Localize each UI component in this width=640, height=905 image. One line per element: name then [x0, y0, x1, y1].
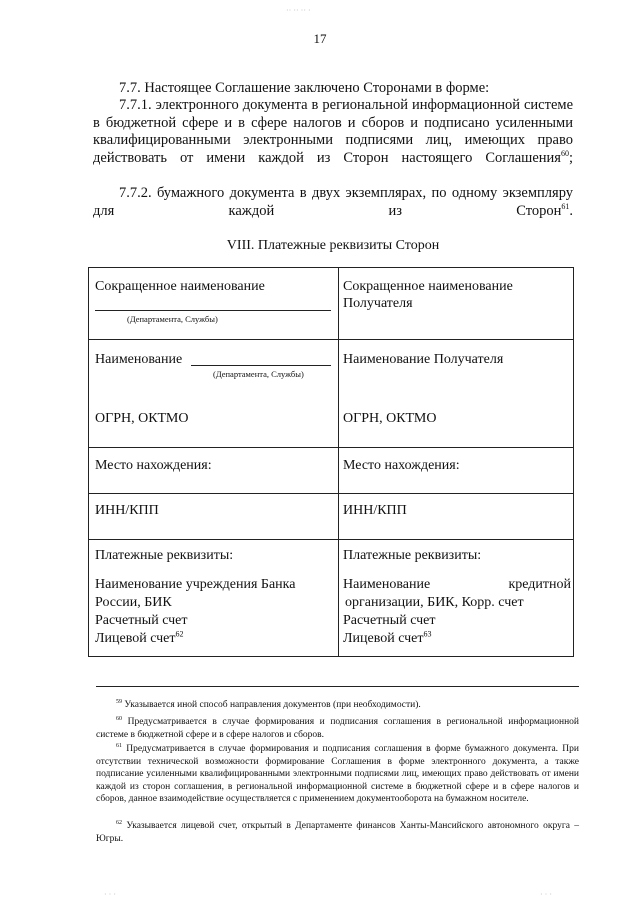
- page-number: 17: [313, 31, 327, 46]
- left-name-underline: [191, 365, 331, 366]
- footnote-61-text: Предусматривается в случае формирования и подписания соглашения в форме бумажного документа. При отсутствии технической возможности формирование Соглашения в форме электронного документа, а также подписание усиленными квалифицированными электронными подписями лиц, имеющих право действовать от имени каждой из сторон соглашения, в региональной информационной системе в бюджетной сфере и в сфере налогов и сборов, данное взаимодействие осуществляется с применением документооборота на бумажном носителе.: [96, 744, 579, 804]
- left-short-name-underline: [95, 310, 331, 311]
- footnote-ref-63: 63: [423, 629, 432, 639]
- footnote-59-mark: 59: [116, 698, 122, 705]
- footnote-62-mark: 62: [116, 819, 122, 826]
- right-short-name-line1: Сокращенное наименование: [343, 279, 513, 294]
- left-inn: ИНН/КПП: [95, 503, 159, 518]
- clause-7-7-1-text: [93, 97, 573, 167]
- left-account: Расчетный счет: [95, 613, 188, 628]
- right-name: Наименование Получателя: [343, 352, 504, 367]
- left-ogrn: ОГРН, ОКТМО: [95, 411, 189, 426]
- footnote-60-text: Предусматривается в случае формирования и подписания соглашения в региональной информационной системе в бюджетной сфере и в сфере налогов и сборов.: [96, 717, 579, 740]
- footnote-ref-62: 62: [175, 629, 184, 639]
- clause-7-7-2-body: 7.7.2. бумажного документа в двух экземплярах, по одному экземпляру для каждой из Сторон: [93, 185, 573, 219]
- left-location: Место нахождения:: [95, 458, 212, 473]
- right-personal-account-label: Лицевой счет: [343, 631, 424, 646]
- footnote-59-text: Указывается иной способ направления документов (при необходимости).: [124, 700, 421, 710]
- right-ogrn: ОГРН, ОКТМО: [343, 411, 437, 426]
- payment-details-table: [88, 267, 574, 657]
- scan-speck: · · ·: [540, 890, 552, 899]
- footnote-59: [96, 699, 579, 712]
- section-title: VIII. Платежные реквизиты Сторон: [226, 238, 440, 253]
- footnote-62-text: Указывается лицевой счет, открытый в Департаменте финансов Ханты-Мансийского автономного округа – Югры.: [96, 821, 580, 844]
- left-payment-label: Платежные реквизиты:: [95, 548, 234, 563]
- right-location: Место нахождения:: [343, 458, 460, 473]
- table-row-divider: [89, 447, 573, 448]
- clause-7-7-1-body: 7.7.1. электронного документа в региональной информационной системе в бюджетной сфере и в сфере налогов и сборов и подписано усиленными квалифицированными электронными подписями лиц, имеющих право действовать от имени каждой из Сторон настоящего Соглашения: [93, 97, 573, 166]
- right-inn: ИНН/КПП: [343, 503, 407, 518]
- footnote-60: [96, 716, 579, 741]
- right-credit-line1: Наименование кредитной: [343, 577, 571, 592]
- clause-7-7-2-end: .: [569, 202, 573, 219]
- footnote-ref-61: 61: [561, 201, 570, 211]
- clause-7-7-2: [93, 185, 573, 220]
- left-personal-account: [95, 630, 184, 648]
- clause-7-7-1-end: ;: [568, 149, 573, 166]
- scan-speck: · · ·: [104, 890, 116, 899]
- left-name-note: (Департамента, Службы): [213, 369, 304, 379]
- right-short-name-line2: Получателя: [343, 296, 413, 311]
- footnote-61: [96, 743, 579, 806]
- clause-7-7: [93, 80, 573, 98]
- table-column-divider: [338, 268, 339, 656]
- clause-7-7-text: 7.7. Настоящее Соглашение заключено Сторонами в форме:: [119, 80, 490, 96]
- left-personal-account-label: Лицевой счет: [95, 631, 176, 646]
- left-name-label: Наименование: [95, 352, 183, 367]
- clause-7-7-1: [93, 97, 573, 167]
- table-row-divider: [89, 539, 573, 540]
- table-row-divider: [89, 339, 573, 340]
- left-bank-line2: России, БИК: [95, 595, 172, 610]
- footnote-62: [96, 820, 579, 845]
- clause-7-7-2-text: [93, 185, 573, 220]
- footnote-60-mark: 60: [116, 715, 122, 722]
- footnote-ref-60: 60: [560, 148, 569, 158]
- right-account: Расчетный счет: [343, 613, 436, 628]
- right-credit-line2: организации, БИК, Корр. счет: [345, 595, 524, 610]
- table-row-divider: [89, 493, 573, 494]
- left-bank-line1: Наименование учреждения Банка: [95, 577, 296, 592]
- footnote-separator: [96, 686, 579, 687]
- scan-speck: ·· ·· ·· ·: [286, 6, 311, 15]
- right-personal-account: [343, 630, 432, 648]
- left-short-name: Сокращенное наименование: [95, 279, 265, 294]
- left-short-name-note: (Департамента, Службы): [127, 314, 218, 324]
- right-payment-label: Платежные реквизиты:: [343, 548, 482, 563]
- footnote-61-mark: 61: [116, 742, 122, 749]
